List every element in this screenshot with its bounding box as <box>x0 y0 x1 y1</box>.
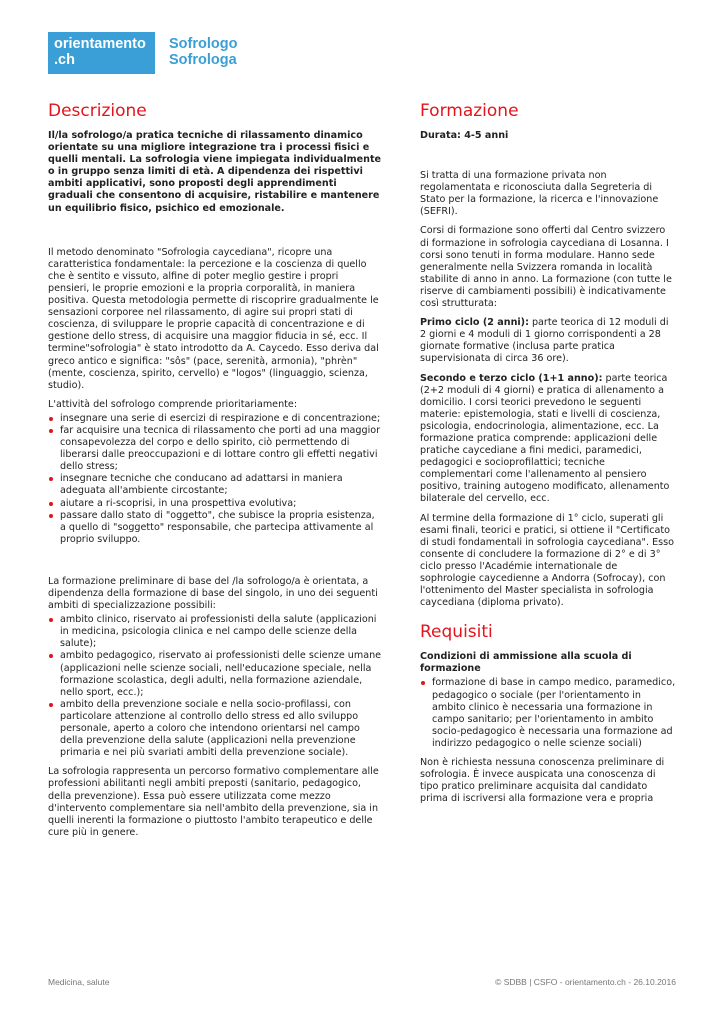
secondo-terzo-ciclo-label: Secondo e terzo ciclo (1+1 anno): <box>420 372 603 384</box>
logo-line-1: orientamento <box>54 36 146 52</box>
descrizione-paragraph-2: L'attività del sofrologo comprende prioritariamente: <box>48 398 298 410</box>
durata: Durata: 4-5 anni <box>420 130 509 141</box>
requisiti-subheading: Condizioni di ammissione alla scuola di formazione <box>420 651 632 675</box>
job-title-female: Sofrologa <box>169 52 237 68</box>
left-column <box>48 100 382 846</box>
activities-list <box>48 413 382 546</box>
requisiti-list <box>420 677 676 750</box>
list-item: formazione di base in campo medico, paramedico, pedagogico o sociale (per l'orientamento in ambito clinico è necessaria una formazione in campo sanitario; per l'orientamento in ambito socio-pedagogico è necessaria una formazione ad indirizzo pedagogico o nelle scienze sociali) <box>420 677 676 750</box>
primo-ciclo-text: parte teorica di 12 moduli di 2 giorni e 4 moduli di 1 giorno corrispondenti a 28 giornate formative (inclusa parte pratica supervisionata di circa 36 ore). <box>420 317 669 365</box>
list-item: passare dallo stato di "oggetto", che subisce la propria esistenza, a quello di "soggetto" responsabile, che partecipa attivamente al proprio sviluppo. <box>48 510 382 546</box>
requisiti-heading: Requisiti <box>420 622 493 643</box>
formazione-heading: Formazione <box>420 101 519 121</box>
descrizione-heading: Descrizione <box>48 101 147 121</box>
descrizione-paragraph-1: Il metodo denominato "Sofrologia caycediana", ricopre una caratteristica fondamentale: la percezione e la coscienza di quello che è sentito e vissuto, alfine di poter meglio gestire i propri pensieri, le proprie emozioni e la propria corporalità, in maniera positiva. Questa metodologia permette di riscoprire gradualmente le sensazioni corporee nel rilassamento, di agire sui propri stati di coscienza, di sviluppare le proprie capacità di concentrazione e di gestione dello stress, di acquisire una maggior fiducia in sé, ecc. Il termine"sofrologia" è stato introdotto da A. Caycedo. Esso deriva dal greco antico e significa: "sôs" (pace, serenità, armonia), "phrèn" (mente, coscienza, spirito, cervello) e "logos" (linguaggio, scienza, studio). <box>48 246 379 391</box>
orientamento-logo[interactable] <box>48 32 155 74</box>
descrizione-intro: Il/la sofrologo/a pratica tecniche di rilassamento dinamico orientate su una migliore integrazione tra i processi fisici e quelli mentali. La sofrologia viene impiegata individualmente o in gruppo senza limiti di età. A dipendenza dei rispettivi ambiti applicativi, sono proposti degli apprendimenti graduali che consentono di acquisire, ristabilire e mantenere un equilibrio fisico, psichico ed emozionale. <box>48 130 382 214</box>
list-item: aiutare a ri-scoprisi, in una prospettiva evolutiva; <box>48 498 382 510</box>
list-item: far acquisire una tecnica di rilassamento che porti ad una maggior consapevolezza del corpo e dello spirito, ciò permettendo di liberarsi dalle preoccupazioni e di lottare contro gli effetti negativi dello stress; <box>48 425 382 473</box>
secondo-terzo-ciclo <box>420 373 676 506</box>
job-title <box>169 36 237 68</box>
secondo-terzo-ciclo-text: parte teorica (2+2 moduli di 4 giorni) e pratica di allenamento a domicilio. I corsi teorici prevedono le seguenti materie: epistemologia, stati e livelli di coscienza, psicologia, endocrinologia, alimentazione, ecc. La formazione pratica comprende: applicazioni delle pratiche caycediane a fini medici, paramedici, pedagogici e socioprofilattici; tecniche complementari come l'allenamento al pensiero positivo, training autogeno modificato, allenamento bilaterale del cervello, ecc. <box>420 372 670 505</box>
primo-ciclo <box>420 317 676 365</box>
formazione-paragraph-2: Corsi di formazione sono offerti dal Centro svizzero di formazione in sofrologia caycediana di Losanna. I corsi sono tenuti in forma modulare. Hanno sede generalmente nella Svizzera romanda in località stabilite di anno in anno. La formazione (con tutte le riserve di cambiamenti possibili) è indicativamente così strutturata: <box>420 225 672 310</box>
logo-line-2: .ch <box>54 52 75 68</box>
footer-category: Medicina, salute <box>48 977 110 987</box>
list-item: ambito della prevenzione sociale e nella socio-profilassi, con particolare attenzione al controllo dello stress ed allo sviluppo personale, aperto a coloro che intendono orientarsi nel campo della prevenzione della salute (applicazioni nella prevenzione primaria e nei più svariati ambiti della prevenzione sociale). <box>48 699 382 759</box>
list-item: ambito pedagogico, riservato ai professionisti delle scienze umane (applicazioni nelle scienze sociali, nell'educazione speciale, nella formazione scolastica, degli adulti, nella formazione aziendale, nello sport, ecc.); <box>48 650 382 698</box>
descrizione-paragraph-4: La sofrologia rappresenta un percorso formativo complementare alle professioni abilitanti negli ambiti preposti (sanitario, pedagogico, della prevenzione). Essa può essere utilizzata come mezzo d'intervento complementare sia nell'ambito della prevenzione, sia in quelli inerenti la formazione o piuttosto l'ambito terapeutico e delle cure più in genere. <box>48 766 379 838</box>
job-title-male: Sofrologo <box>169 36 238 52</box>
list-item: insegnare tecniche che conducano ad adattarsi in maniera adeguata all'ambiente circostante; <box>48 473 382 497</box>
descrizione-paragraph-3: La formazione preliminare di base del /la sofrologo/a è orientata, a dipendenza della formazione di base del singolo, in uno dei seguenti ambiti di specializzazione possibili: <box>48 575 378 612</box>
list-item: insegnare una serie di esercizi di respirazione e di concentrazione; <box>48 413 382 425</box>
formazione-paragraph-3: Al termine della formazione di 1° ciclo, superati gli esami finali, teorici e pratici, si ottiene il "Certificato di studi fondamentali in sofrologia caycediana". Esso consente di concludere la formazione di 2° e di 3° ciclo presso l'Académie internationale de sophrologie caycedienne a Andorra (Sofrocay), con l'ottenimento del Master specialista in sofrologia caycediana (diploma privato). <box>420 512 675 609</box>
requisiti-paragraph-1: Non è richiesta nessuna conoscenza preliminare di sofrologia. È invece auspicata una conoscenza di tipo pratico preliminare acquisita dal candidato prima di iscriversi alla formazione vera e propria <box>420 757 665 805</box>
list-item: ambito clinico, riservato ai professionisti della salute (applicazioni in medicina, psicologia clinica e nel campo delle scienze della salute); <box>48 614 382 650</box>
formazione-paragraph-1: Si tratta di una formazione privata non regolamentata e riconosciuta dalla Segreteria di Stato per la formazione, la ricerca e l'innovazione (SEFRI). <box>420 170 659 218</box>
primo-ciclo-label: Primo ciclo (2 anni): <box>420 317 529 329</box>
right-column <box>420 100 676 812</box>
specialization-areas-list <box>48 614 382 759</box>
footer-copyright: © SDBB | CSFO - orientamento.ch - 26.10.2016 <box>495 977 676 987</box>
